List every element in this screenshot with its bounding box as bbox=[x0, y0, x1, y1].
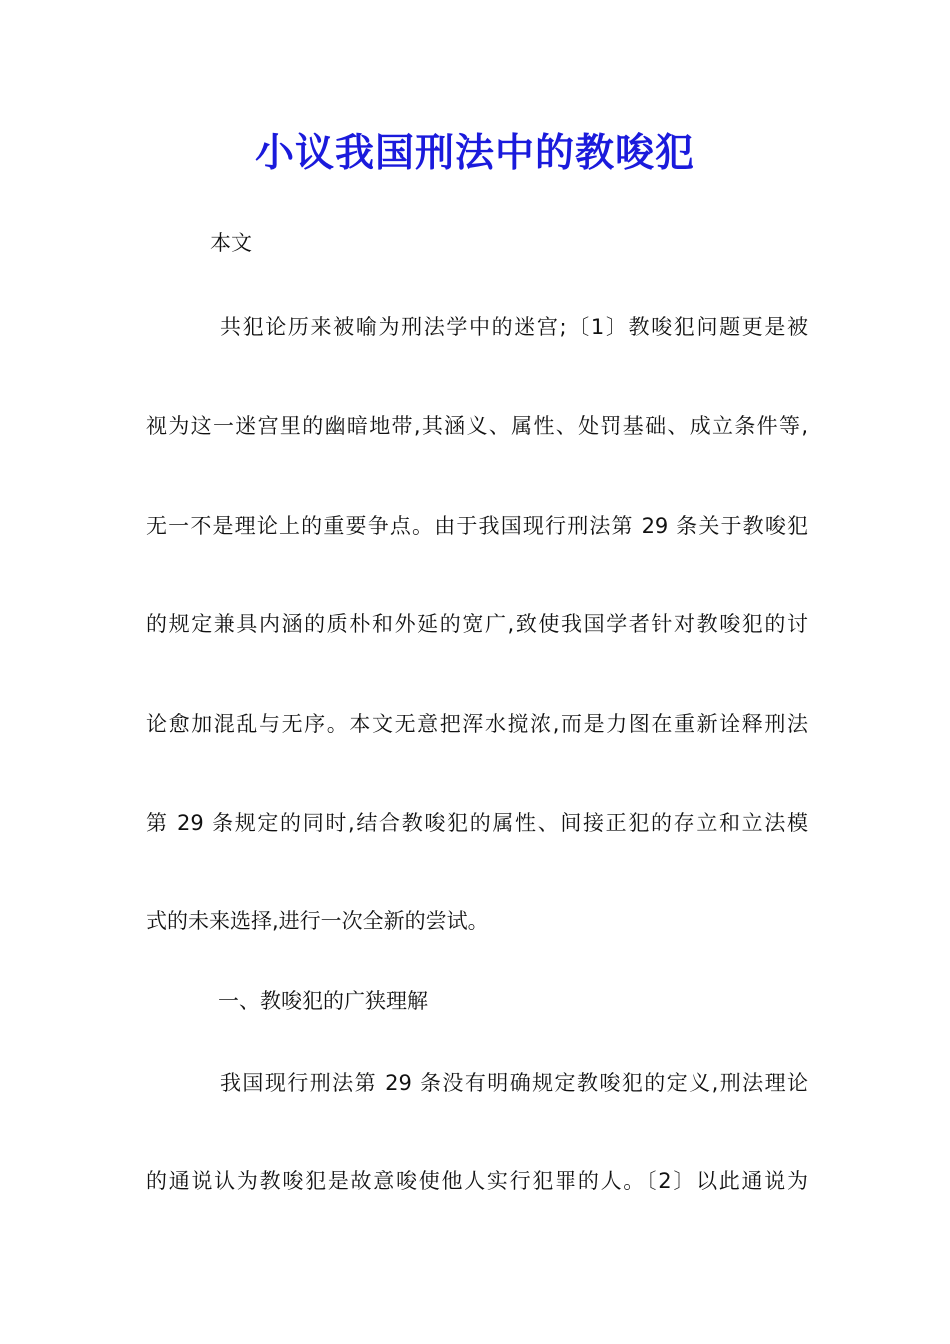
paragraph-line: 我国现行刑法第 29 条没有明确规定教唆犯的定义,刑法理论 bbox=[220, 1071, 808, 1095]
paragraph-line: 的规定兼具内涵的质朴和外延的宽广,致使我国学者针对教唆犯的讨 bbox=[146, 612, 808, 636]
paragraph-line: 共犯论历来被喻为刑法学中的迷宫;〔1〕教唆犯问题更是被 bbox=[220, 315, 808, 339]
article-label: 本文 bbox=[210, 231, 252, 255]
paragraph-line: 论愈加混乱与无序。本文无意把浑水搅浓,而是力图在重新诠释刑法 bbox=[146, 712, 808, 736]
paragraph-line: 式的未来选择,进行一次全新的尝试。 bbox=[146, 909, 489, 933]
paragraph-line: 第 29 条规定的同时,结合教唆犯的属性、间接正犯的存立和立法模 bbox=[146, 811, 808, 835]
section-heading: 一、教唆犯的广狭理解 bbox=[218, 989, 428, 1013]
paragraph-line: 的通说认为教唆犯是故意唆使他人实行犯罪的人。〔2〕以此通说为 bbox=[146, 1169, 808, 1193]
paragraph-line: 视为这一迷宫里的幽暗地带,其涵义、属性、处罚基础、成立条件等, bbox=[146, 414, 808, 438]
paragraph-line: 无一不是理论上的重要争点。由于我国现行刑法第 29 条关于教唆犯 bbox=[146, 514, 808, 538]
document-title: 小议我国刑法中的教唆犯 bbox=[254, 130, 695, 176]
